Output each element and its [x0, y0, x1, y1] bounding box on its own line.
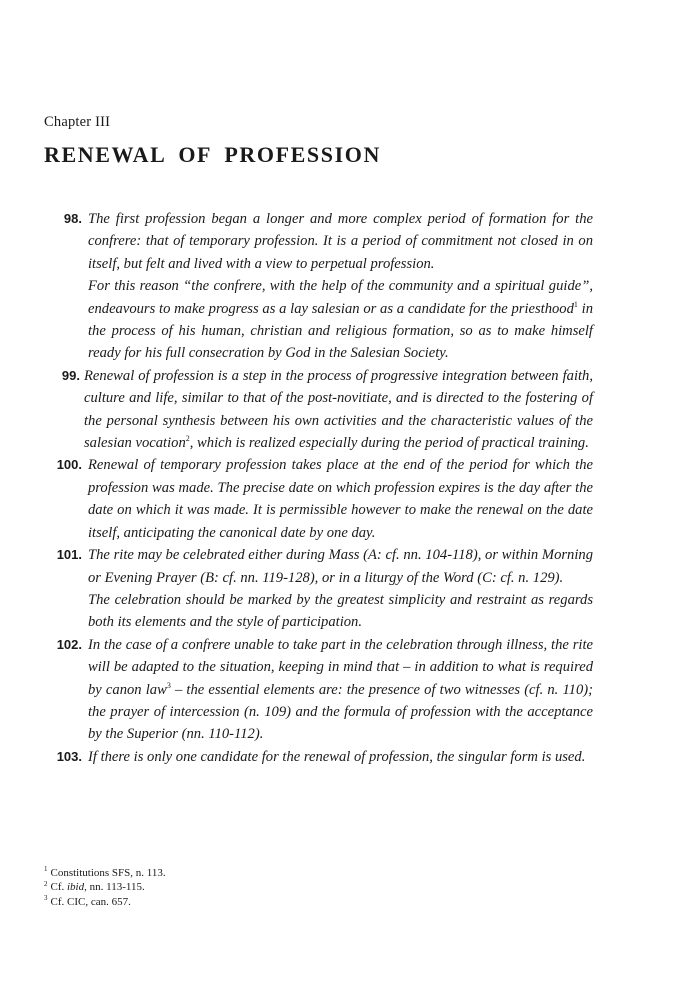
section-paragraph [84, 365, 593, 455]
footnote-number: 1 [44, 865, 48, 874]
paragraph-text: The first profession began a longer and more complex period of formation for the confrere: that of temporary profession. It is a period of commitment not closed in on itself, but felt and lived with a view to perpetual profession. [88, 211, 593, 272]
footnote [44, 866, 444, 880]
section-number: 100. [56, 457, 82, 473]
section-99 [38, 365, 593, 455]
footnote-text: Constitutions SFS, n. 113. [50, 867, 166, 879]
section-paragraph [88, 589, 593, 634]
footnote-text: ibid [67, 881, 85, 894]
paragraph-text: In the case of a confrere unable to take part in the celebration through illness, the rite will be adapted to the situation, keeping in mind that – in addition to what is required by canon law [88, 636, 593, 698]
paragraph-text: , which is realized especially during the period of practical training. [189, 435, 589, 452]
footnote [44, 880, 444, 894]
footnotes [44, 866, 444, 909]
footnote-text: , nn. 113-115. [84, 881, 145, 894]
footnote-number: 2 [44, 879, 48, 888]
paragraph-text: The rite may be celebrated either during Mass (A: cf. nn. 104-118), or within Morning or Evening Prayer (B: cf. nn. 119-128), or in a liturgy of the Word (C: cf. n. 129). [88, 547, 593, 586]
footnote-text: Cf. [50, 881, 67, 894]
section-101 [38, 544, 593, 634]
footnote-text: Cf. CIC, can. 657. [50, 895, 131, 908]
footnote-reference: 2 [185, 434, 190, 444]
footnote-reference: 1 [573, 299, 578, 309]
section-paragraph [88, 208, 593, 275]
chapter-label: Chapter III [44, 114, 111, 130]
footnote-number: 3 [44, 893, 48, 902]
section-number: 102. [56, 636, 82, 652]
section-paragraph [88, 544, 593, 589]
section-103 [38, 746, 593, 768]
section-paragraph [88, 454, 593, 544]
sections-list [38, 208, 593, 768]
section-number: 101. [56, 547, 82, 563]
paragraph-text: Renewal of profession is a step in the process of progressive integration between faith, culture and life, similar to that of the post-novitiate, and is directed to the fostering of the personal synthesis between his own activities and the characteristic values of the salesian vocation [84, 367, 593, 452]
section-paragraph [88, 634, 593, 746]
section-number: 98. [63, 211, 82, 226]
footnote-reference: 3 [166, 680, 171, 690]
section-100 [38, 454, 593, 544]
paragraph-text: If there is only one candidate for the renewal of profession, the singular form is used. [88, 748, 586, 765]
chapter-title: RENEWAL OF PROFESSION [44, 142, 381, 167]
paragraph-text: – the essential elements are: the presence of two witnesses (cf. n. 110); the prayer of intercession (n. 109) and the formula of profession with the acceptance by the Superior (nn. 110-112). [88, 681, 594, 743]
section-102 [38, 634, 593, 746]
section-paragraph [88, 746, 593, 768]
footnote [44, 895, 444, 909]
section-number: 99. [61, 367, 80, 383]
paragraph-text: For this reason “the confrere, with the help of the community and a spiritual guide”, endeavours to make progress as a lay salesian or as a candidate for the priesthood [88, 278, 593, 317]
paragraph-text: in the process of his human, christian and religious formation, so as to make himself ready for his full consecration by God in the Salesian Society. [88, 300, 594, 362]
section-paragraph [88, 275, 593, 365]
paragraph-text: Renewal of temporary profession takes place at the end of the period for which the profession was made. The precise date on which profession expires is the day after the date on which it was made. It is permissible however to make the renewal on the date itself, anticipating the canonical date by one day. [88, 457, 593, 541]
section-number: 103. [56, 748, 82, 764]
section-98 [38, 208, 593, 365]
paragraph-text: The celebration should be marked by the greatest simplicity and restraint as regards both its elements and the style of participation. [88, 591, 593, 631]
